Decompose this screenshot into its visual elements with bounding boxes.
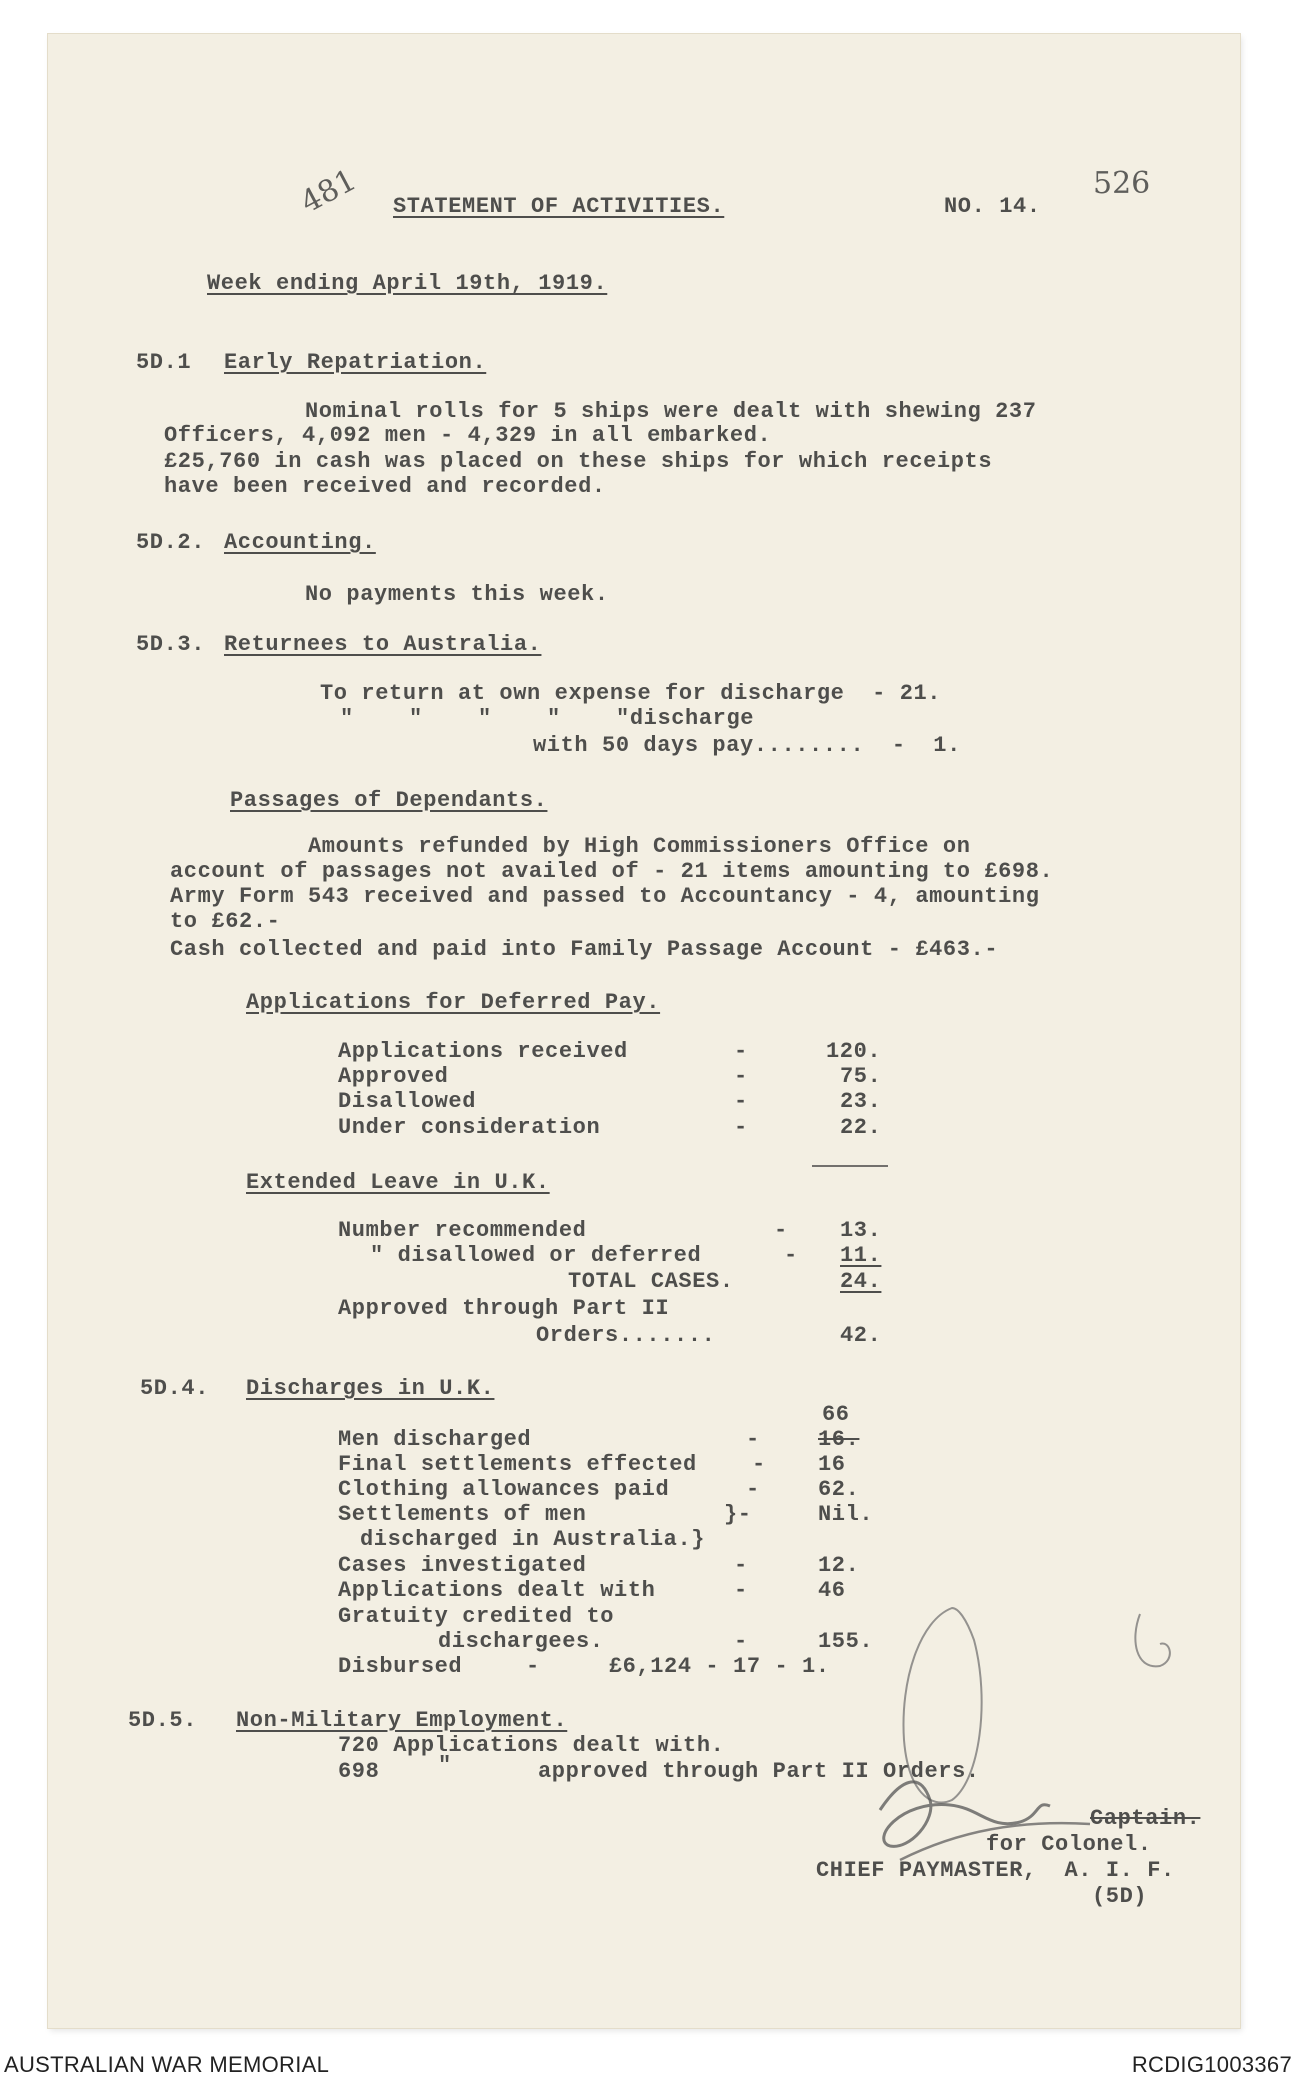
document-title: STATEMENT OF ACTIVITIES. <box>393 194 725 219</box>
table-row-label: discharged in Australia.} <box>360 1527 706 1552</box>
paragraph-line: No payments this week. <box>305 582 609 607</box>
table-row-label: dischargees. <box>438 1629 604 1654</box>
subsection-heading: Passages of Dependants. <box>230 788 548 813</box>
table-row-label: Cases investigated <box>338 1553 587 1578</box>
table-row-value: 16 <box>818 1452 846 1477</box>
table-row-dash: - <box>734 1064 748 1089</box>
table-row-value: 22. <box>840 1115 882 1140</box>
total-cases-label: TOTAL CASES. <box>568 1269 734 1294</box>
table-row-label: Final settlements effected <box>338 1452 697 1477</box>
paragraph-line: account of passages not availed of - 21 items amounting to £698. <box>170 859 1054 884</box>
table-row-label: Settlements of men <box>338 1502 587 1527</box>
table-row-value: 42. <box>840 1323 882 1348</box>
table-row-dash: - <box>746 1427 760 1452</box>
table-row-dash: - <box>734 1089 748 1114</box>
table-row-label: Men discharged <box>338 1427 532 1452</box>
subsection-heading: Extended Leave in U.K. <box>246 1170 550 1195</box>
table-row-label: Applications received <box>338 1039 628 1064</box>
table-row-dash: - <box>734 1629 748 1654</box>
table-row-value: 12. <box>818 1553 860 1578</box>
section-heading: Non-Military Employment. <box>236 1708 568 1733</box>
disbursed-value: - £6,124 - 17 - 1. <box>526 1654 830 1679</box>
paragraph-line: £25,760 in cash was placed on these ships for which receipts <box>164 449 993 474</box>
returnees-line: To return at own expense for discharge - 21. <box>320 681 942 706</box>
table-row-value: 23. <box>840 1089 882 1114</box>
signature-rank: Captain. <box>1090 1806 1201 1831</box>
paragraph-line: Officers, 4,092 men - 4,329 in all embarked. <box>164 423 772 448</box>
record-id: RCDIG1003367 <box>1131 2052 1292 2077</box>
table-row-label: " disallowed or deferred <box>370 1243 702 1268</box>
section-code: 5D.2. <box>136 530 206 555</box>
table-row-label: Clothing allowances paid <box>338 1477 670 1502</box>
sum-rule <box>812 1165 888 1167</box>
section-heading: Discharges in U.K. <box>246 1376 495 1401</box>
table-row-dash: - <box>734 1039 748 1064</box>
table-row-label: Number recommended <box>338 1218 587 1243</box>
table-row-label: Under consideration <box>338 1115 601 1140</box>
table-row-value: 11. <box>840 1243 882 1268</box>
table-row-dash: - <box>784 1243 798 1268</box>
paragraph-line: Cash collected and paid into Family Passage Account - £463.- <box>170 937 999 962</box>
table-row-dash: - <box>746 1477 760 1502</box>
ditto-mark: " <box>438 1753 452 1778</box>
signature-for-line: for Colonel. <box>986 1832 1152 1857</box>
paragraph-line: Orders....... <box>536 1323 716 1348</box>
table-row-dash: }- <box>724 1502 752 1527</box>
signature-title: CHIEF PAYMASTER, A. I. F. <box>816 1858 1175 1883</box>
table-row-value: 120. <box>826 1039 882 1064</box>
paragraph-line: Approved through Part II <box>338 1296 670 1321</box>
paragraph-line: Nominal rolls for 5 ships were dealt with shewing 237 <box>305 399 1037 424</box>
section-code: 5D.5. <box>128 1708 198 1733</box>
pencil-page-number-left: 481 <box>295 162 363 221</box>
section-code: 5D.1 <box>136 350 192 375</box>
table-row-dash: - <box>774 1218 788 1243</box>
table-row-dash: - <box>734 1115 748 1140</box>
paragraph-line: to £62.- <box>170 909 281 934</box>
paragraph-line: Army Form 543 received and passed to Accountancy - 4, amounting <box>170 884 1040 909</box>
table-row-dash: - <box>752 1452 766 1477</box>
table-row-label: Gratuity credited to <box>338 1604 615 1629</box>
table-row-value: 13. <box>840 1218 882 1243</box>
table-row-label: Applications dealt with <box>338 1578 656 1603</box>
ditto-marks-line: " " " " "discharge <box>340 706 755 731</box>
statement-number: NO. 14. <box>944 194 1041 219</box>
table-row-dash: - <box>734 1553 748 1578</box>
paragraph-line: approved through Part II Orders. <box>538 1759 980 1784</box>
week-ending: Week ending April 19th, 1919. <box>207 271 608 296</box>
handwritten-correction: 66 <box>822 1402 850 1427</box>
archive-credit: AUSTRALIAN WAR MEMORIAL <box>4 2052 330 2077</box>
table-row-label: Disallowed <box>338 1089 477 1114</box>
table-row-value: 155. <box>818 1629 874 1654</box>
table-row-value: Nil. <box>818 1502 874 1527</box>
total-cases-value: 24. <box>840 1269 882 1294</box>
pencil-page-number-right: 526 <box>1093 166 1151 201</box>
section-code: 5D.3. <box>136 632 206 657</box>
table-row-label: Approved <box>338 1064 449 1089</box>
section-code: 5D.4. <box>140 1376 210 1401</box>
section-heading: Early Repatriation. <box>224 350 487 375</box>
table-row-value: 46 <box>818 1578 846 1603</box>
disbursed-label: Disbursed <box>338 1654 463 1679</box>
paragraph-line: Amounts refunded by High Commissioners Office on <box>308 834 971 859</box>
section-heading: Accounting. <box>224 530 376 555</box>
subsection-heading: Applications for Deferred Pay. <box>246 990 661 1015</box>
table-row-value: 75. <box>840 1064 882 1089</box>
paragraph-line: have been received and recorded. <box>164 474 606 499</box>
signature-unit: (5D) <box>1092 1884 1148 1909</box>
table-row-value: 16. <box>818 1427 860 1452</box>
paragraph-line: 720 Applications dealt with. <box>338 1733 725 1758</box>
table-row-value: 62. <box>818 1477 860 1502</box>
table-row-dash: - <box>734 1578 748 1603</box>
section-heading: Returnees to Australia. <box>224 632 542 657</box>
paragraph-line: 698 <box>338 1759 380 1784</box>
returnees-line: with 50 days pay........ - 1. <box>533 733 961 758</box>
